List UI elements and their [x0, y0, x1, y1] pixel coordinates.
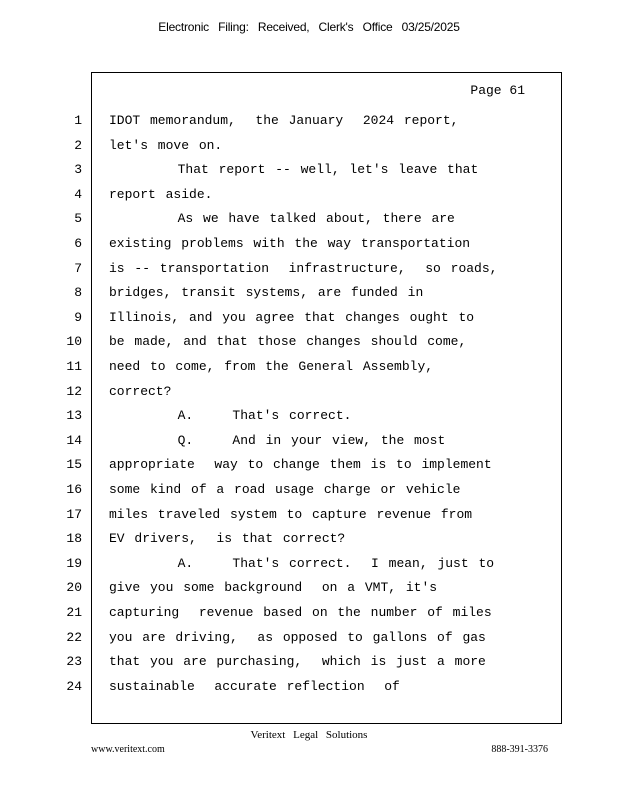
transcript-line-text: that you are purchasing, which is just a more [109, 654, 486, 669]
transcript-line-text: A. That's correct. [109, 408, 352, 423]
line-number: 4 [74, 187, 82, 202]
line-number: 1 [74, 113, 82, 128]
transcript-line-text: bridges, transit systems, are funded in [109, 285, 424, 300]
line-number: 3 [74, 162, 82, 177]
transcript-line-text: report aside. [109, 187, 213, 202]
transcript-line-text: That report -- well, let's leave that [109, 162, 479, 177]
line-number: 16 [66, 482, 82, 497]
transcript-line-text: IDOT memorandum, the January 2024 report, [109, 113, 459, 128]
line-number: 18 [66, 531, 82, 546]
transcript-line-text: EV drivers, is that correct? [109, 531, 346, 546]
line-number: 7 [74, 261, 82, 276]
transcript-line-text: As we have talked about, there are [109, 211, 455, 226]
transcript-line-text: some kind of a road usage charge or vehicle [109, 482, 461, 497]
filing-stamp-header: Electronic Filing: Received, Clerk's Office 03/25/2025 [158, 20, 460, 34]
line-number: 14 [66, 433, 82, 448]
line-number: 6 [74, 236, 82, 251]
line-number: 8 [74, 285, 82, 300]
line-number: 5 [74, 211, 82, 226]
transcript-line-text: correct? [109, 384, 172, 399]
transcript-line-text: A. That's correct. I mean, just to [109, 556, 495, 571]
line-number: 19 [66, 556, 82, 571]
transcript-line-text: give you some background on a VMT, it's [109, 580, 438, 595]
line-number: 21 [66, 605, 82, 620]
line-number: 20 [66, 580, 82, 595]
transcript-line-text: Q. And in your view, the most [109, 433, 446, 448]
line-number: 9 [74, 310, 82, 325]
footer-website: www.veritext.com [91, 744, 165, 755]
transcript-line-text: be made, and that those changes should come, [109, 334, 467, 349]
page-number-label: Page 61 [470, 83, 525, 98]
transcript-line-text: is -- transportation infrastructure, so roads, [109, 261, 498, 276]
transcript-line-text: you are driving, as opposed to gallons of gas [109, 630, 486, 645]
line-number: 12 [66, 384, 82, 399]
transcript-line-text: need to come, from the General Assembly, [109, 359, 434, 374]
transcript-line-text: sustainable accurate reflection of [109, 679, 400, 694]
line-number: 17 [66, 507, 82, 522]
line-number: 13 [66, 408, 82, 423]
footer-phone: 888-391-3376 [491, 744, 548, 755]
transcript-line-text: miles traveled system to capture revenue from [109, 507, 473, 522]
line-number: 2 [74, 138, 82, 153]
transcript-line-text: appropriate way to change them is to implement [109, 457, 492, 472]
line-number: 24 [66, 679, 82, 694]
line-number: 22 [66, 630, 82, 645]
transcript-line-text: Illinois, and you agree that changes ought to [109, 310, 475, 325]
line-number: 23 [66, 654, 82, 669]
line-number: 10 [66, 334, 82, 349]
transcript-line-text: capturing revenue based on the number of miles [109, 605, 492, 620]
transcript-line-text: existing problems with the way transportation [109, 236, 471, 251]
footer-company: Veritext Legal Solutions [250, 729, 368, 741]
transcript-line-text: let's move on. [109, 138, 223, 153]
line-number: 11 [66, 359, 82, 374]
line-number: 15 [66, 457, 82, 472]
